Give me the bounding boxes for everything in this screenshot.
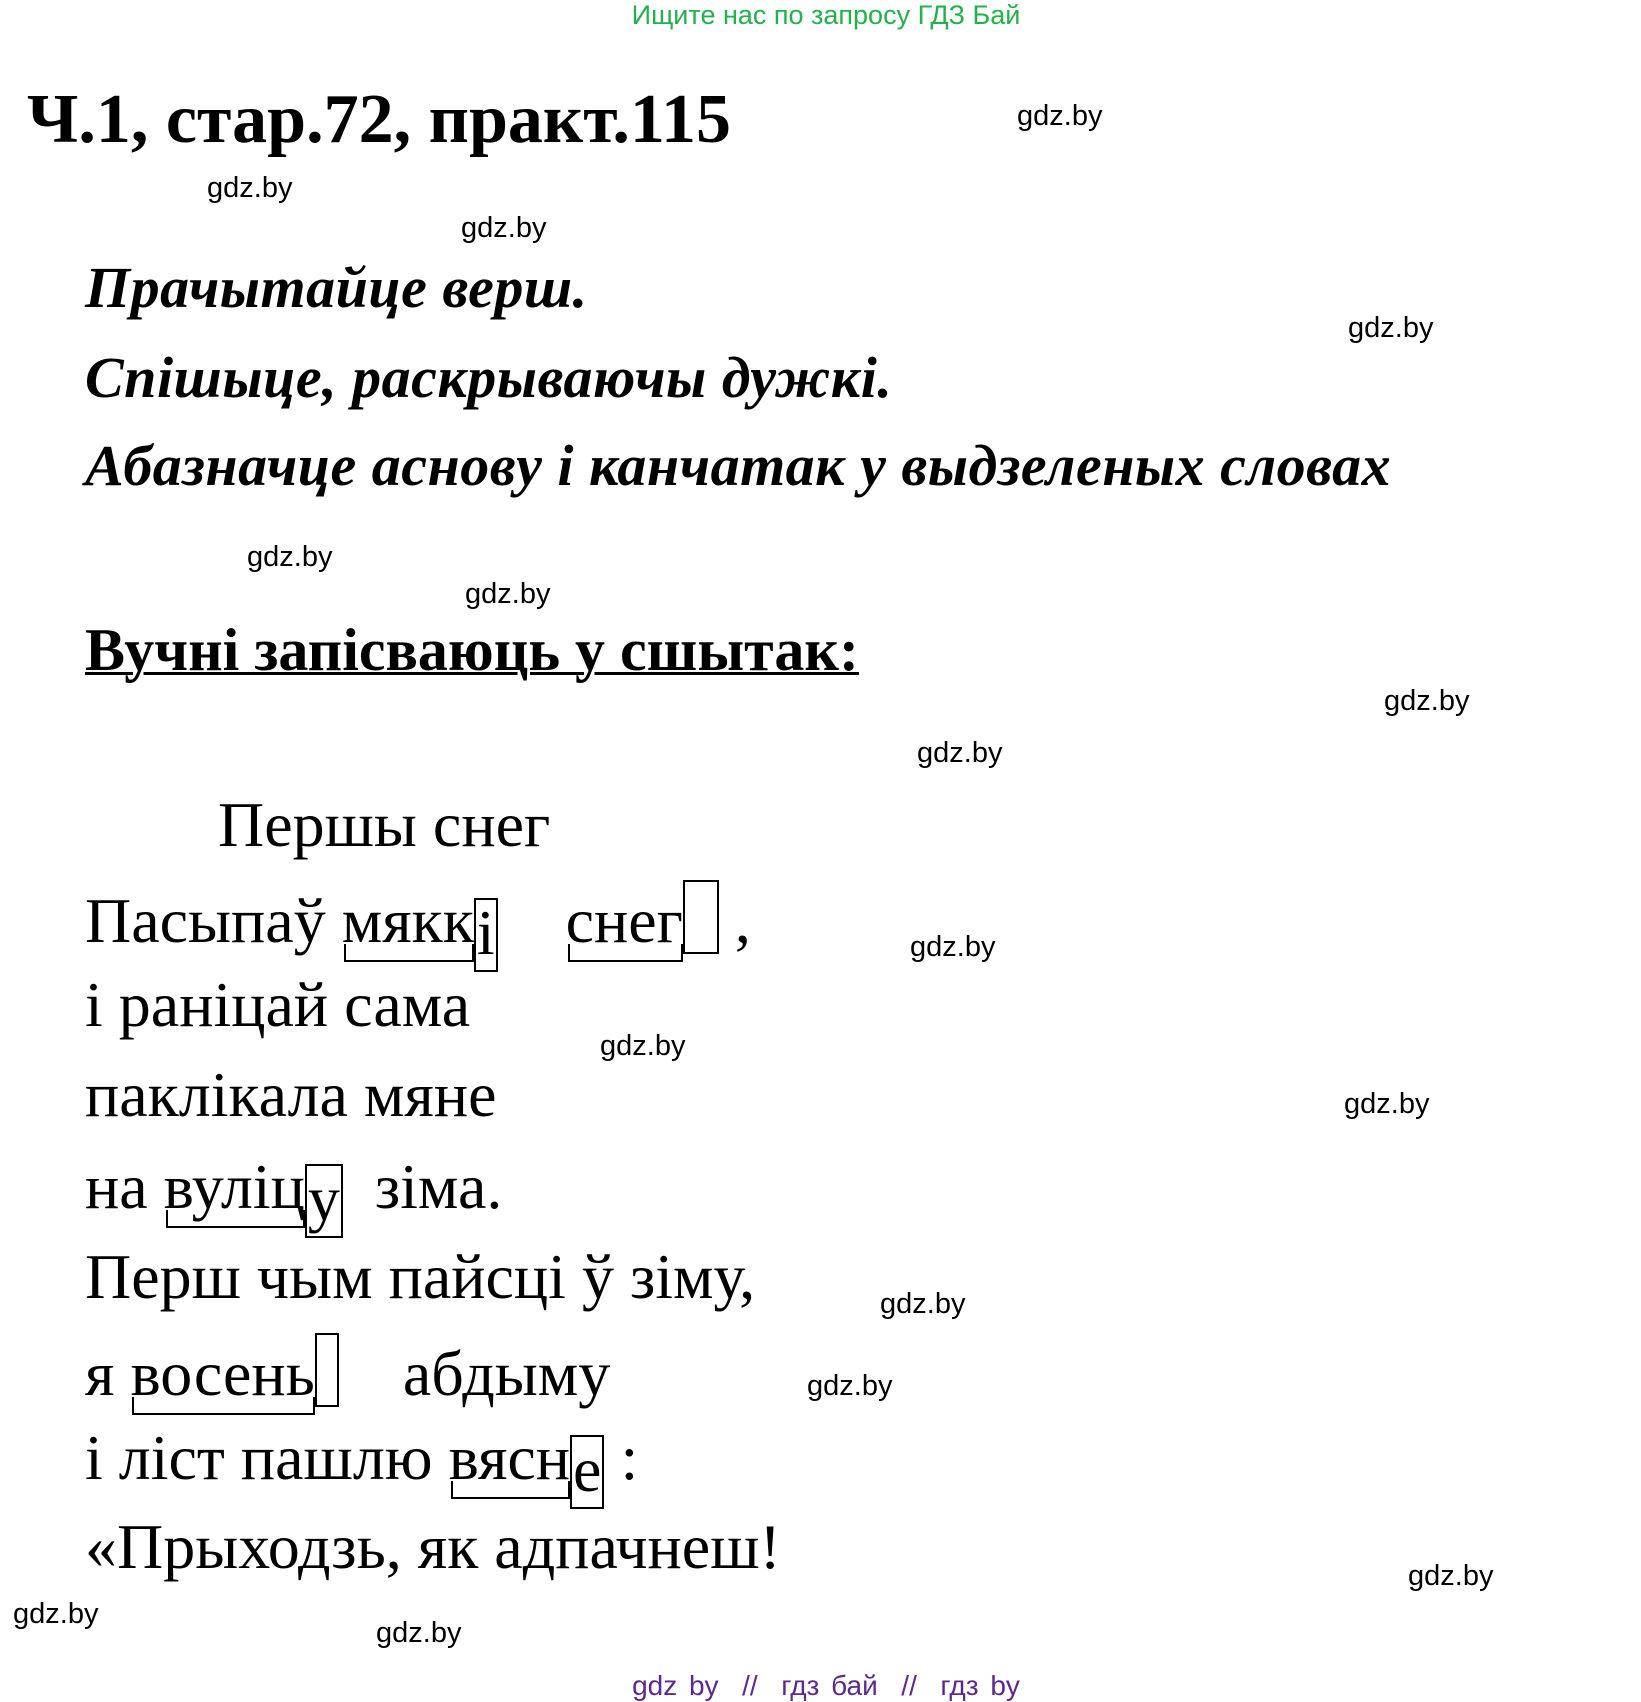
watermark: gdz.by	[465, 578, 551, 610]
text: абдыму	[402, 1338, 611, 1409]
word-ending: у	[305, 1164, 343, 1238]
watermark: gdz.by	[917, 737, 1003, 769]
footer-links: gdz by // гдз бай // гдз by	[632, 1670, 1020, 1701]
word-stem: снег	[565, 885, 683, 956]
text: ,	[718, 885, 751, 956]
poem-line-3: паклікала мяне	[85, 1059, 497, 1130]
word-stem: вясн	[448, 1422, 571, 1493]
task-line-1: Прачытайце верш.	[85, 255, 588, 320]
watermark: gdz.by	[1384, 685, 1470, 717]
text: на	[85, 1151, 164, 1222]
watermark: gdz.by	[1017, 100, 1103, 132]
word-stem: восень	[130, 1338, 315, 1409]
word-ending-empty	[315, 1333, 339, 1407]
poem-line-1	[85, 880, 751, 972]
watermark: gdz.by	[461, 212, 547, 244]
text: зіма.	[342, 1151, 503, 1222]
watermark: gdz.by	[247, 541, 333, 573]
word-ending: е	[570, 1435, 604, 1509]
text: Пасыпаў	[85, 885, 342, 956]
watermark: gdz.by	[376, 1617, 462, 1649]
word-ending: і	[474, 898, 498, 972]
watermark: gdz.by	[807, 1370, 893, 1402]
task-line-2: Спішыце, раскрываючы дужкі.	[85, 345, 893, 410]
poem-line-8: «Прыходзь, як адпачнеш!	[85, 1511, 781, 1582]
search-hint-banner: Ищите нас по запросу ГДЗ Бай	[631, 0, 1021, 30]
poem-line-7	[85, 1423, 638, 1509]
watermark: gdz.by	[1408, 1560, 1494, 1592]
subheading: Вучні запісваюць у сшытак:	[85, 617, 859, 683]
task-line-3: Абазначце аснову і канчатак у выдзеленых словах	[85, 433, 1392, 498]
poem-line-4	[85, 1152, 502, 1238]
poem-title: Першы снег	[218, 789, 551, 860]
watermark: gdz.by	[13, 1598, 99, 1630]
watermark: gdz.by	[910, 931, 996, 963]
watermark: gdz.by	[600, 1030, 686, 1062]
poem-line-6	[85, 1333, 610, 1409]
text: і ліст пашлю	[85, 1422, 449, 1493]
page-title: Ч.1, стар.72, практ.115	[27, 81, 731, 158]
word-stem: вуліц	[163, 1151, 305, 1222]
watermark: gdz.by	[880, 1288, 966, 1320]
word-ending-empty	[683, 880, 719, 954]
text: :	[604, 1422, 639, 1493]
text: я	[85, 1338, 131, 1409]
poem-line-5: Перш чым пайсці ў зіму,	[85, 1241, 756, 1312]
poem-line-2: і раніцай сама	[85, 969, 471, 1040]
watermark: gdz.by	[1344, 1088, 1430, 1120]
word-stem: мякк	[341, 885, 474, 956]
watermark: gdz.by	[1348, 312, 1434, 344]
watermark: gdz.by	[207, 172, 293, 204]
